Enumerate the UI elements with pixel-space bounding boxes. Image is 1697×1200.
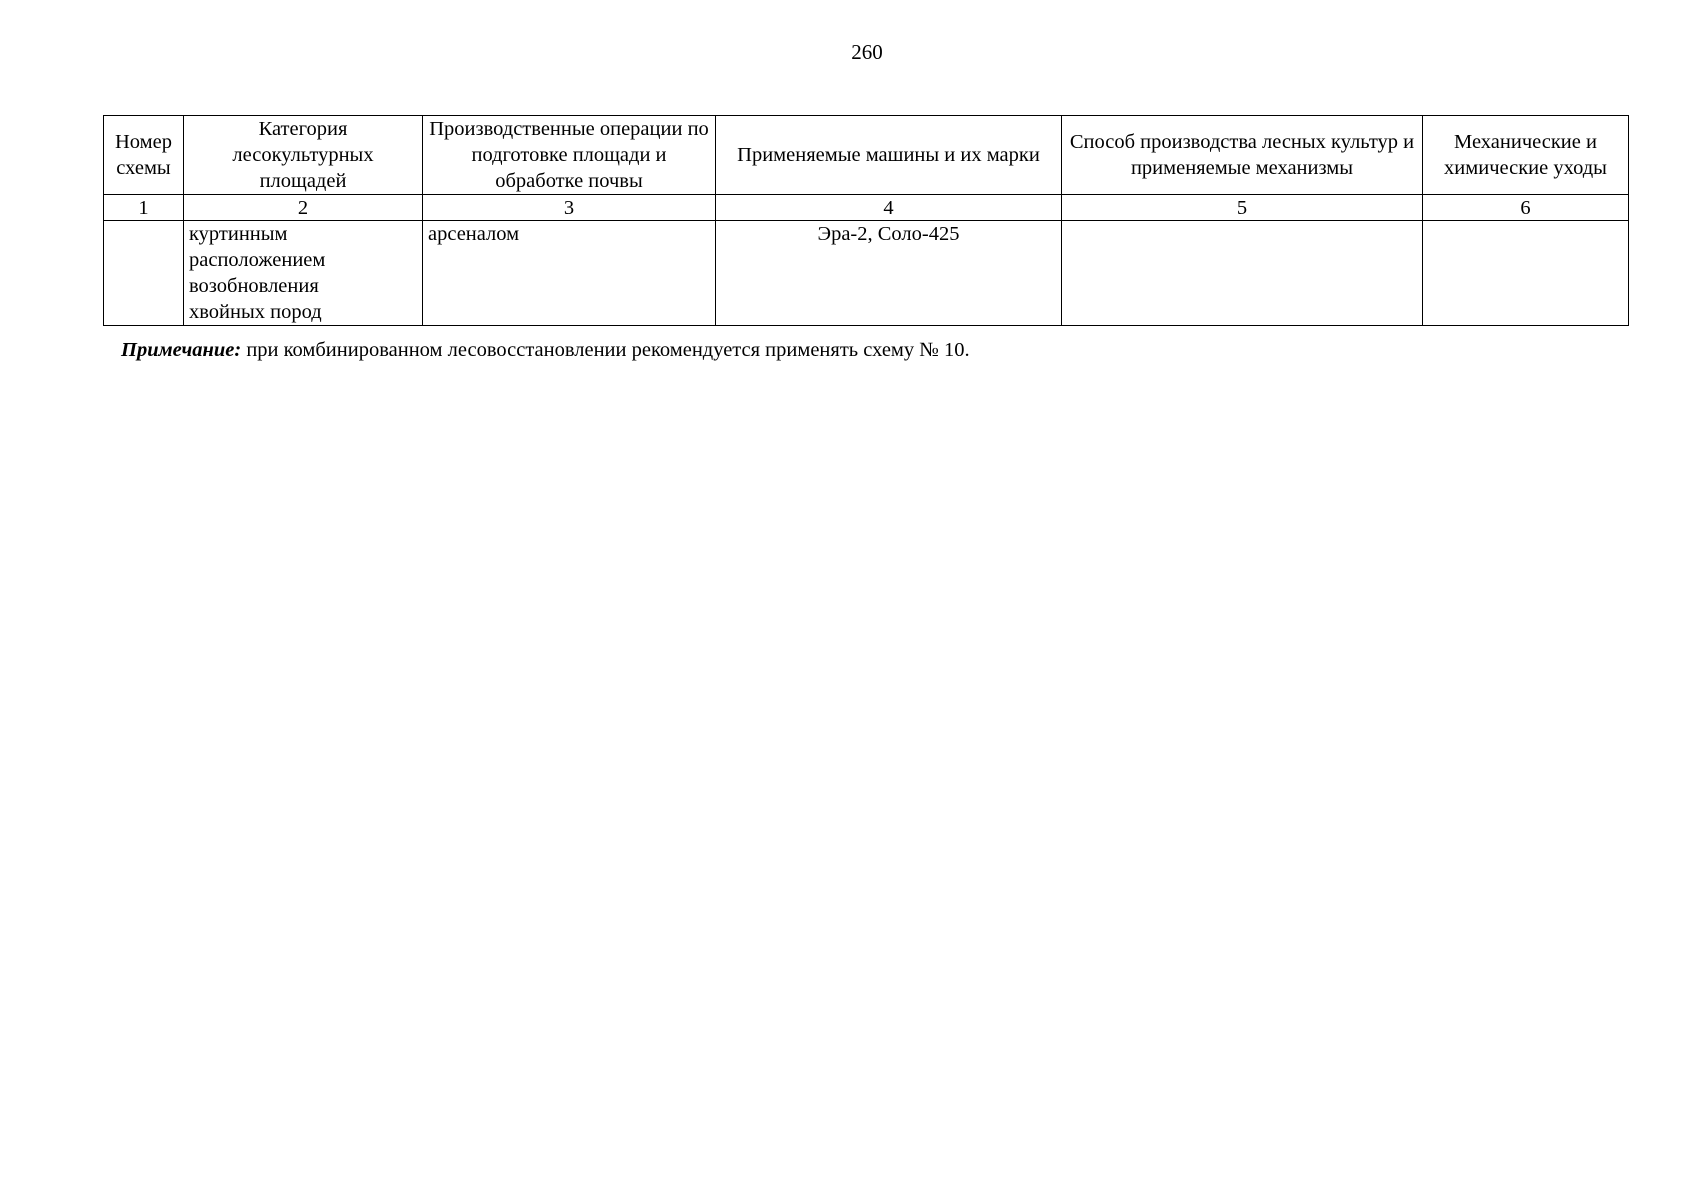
note-label: Примечание: — [121, 339, 242, 361]
cell-line: возобновления — [189, 275, 319, 297]
cell-production-operations: арсеналом — [423, 221, 716, 326]
header-area-category: Категория лесокультурных площадей — [184, 116, 423, 195]
header-care: Механические и химические уходы — [1423, 116, 1629, 195]
note-text: при комбинированном лесовосстановлении рекомендуется применять схему № 10. — [241, 339, 970, 361]
column-index-cell: 6 — [1423, 195, 1629, 221]
cell-machines: Эра-2, Соло-425 — [716, 221, 1062, 326]
cell-care — [1423, 221, 1629, 326]
header-scheme-number: Номер схемы — [104, 116, 184, 195]
column-index-cell: 5 — [1062, 195, 1423, 221]
column-index-cell: 2 — [184, 195, 423, 221]
page-number: 260 — [851, 40, 883, 64]
header-production-method: Способ производства лесных культур и применяемые механизмы — [1062, 116, 1423, 195]
cell-line: куртинным — [189, 223, 288, 245]
cell-line: расположением — [189, 249, 326, 271]
header-machines: Применяемые машины и их марки — [716, 116, 1062, 195]
column-index-cell: 3 — [423, 195, 716, 221]
column-index-cell: 4 — [716, 195, 1062, 221]
cell-line: хвойных пород — [189, 301, 322, 323]
table-note — [121, 337, 970, 363]
cell-area-category — [184, 221, 423, 326]
header-production-operations: Производственные операции по подготовке площади и обработке почвы — [423, 116, 716, 195]
table-row — [104, 221, 1629, 326]
column-index-row — [104, 195, 1629, 221]
column-index-cell: 1 — [104, 195, 184, 221]
table-header-row — [104, 116, 1629, 195]
cell-scheme-number — [104, 221, 184, 326]
cell-production-method — [1062, 221, 1423, 326]
schema-table — [103, 115, 1629, 326]
